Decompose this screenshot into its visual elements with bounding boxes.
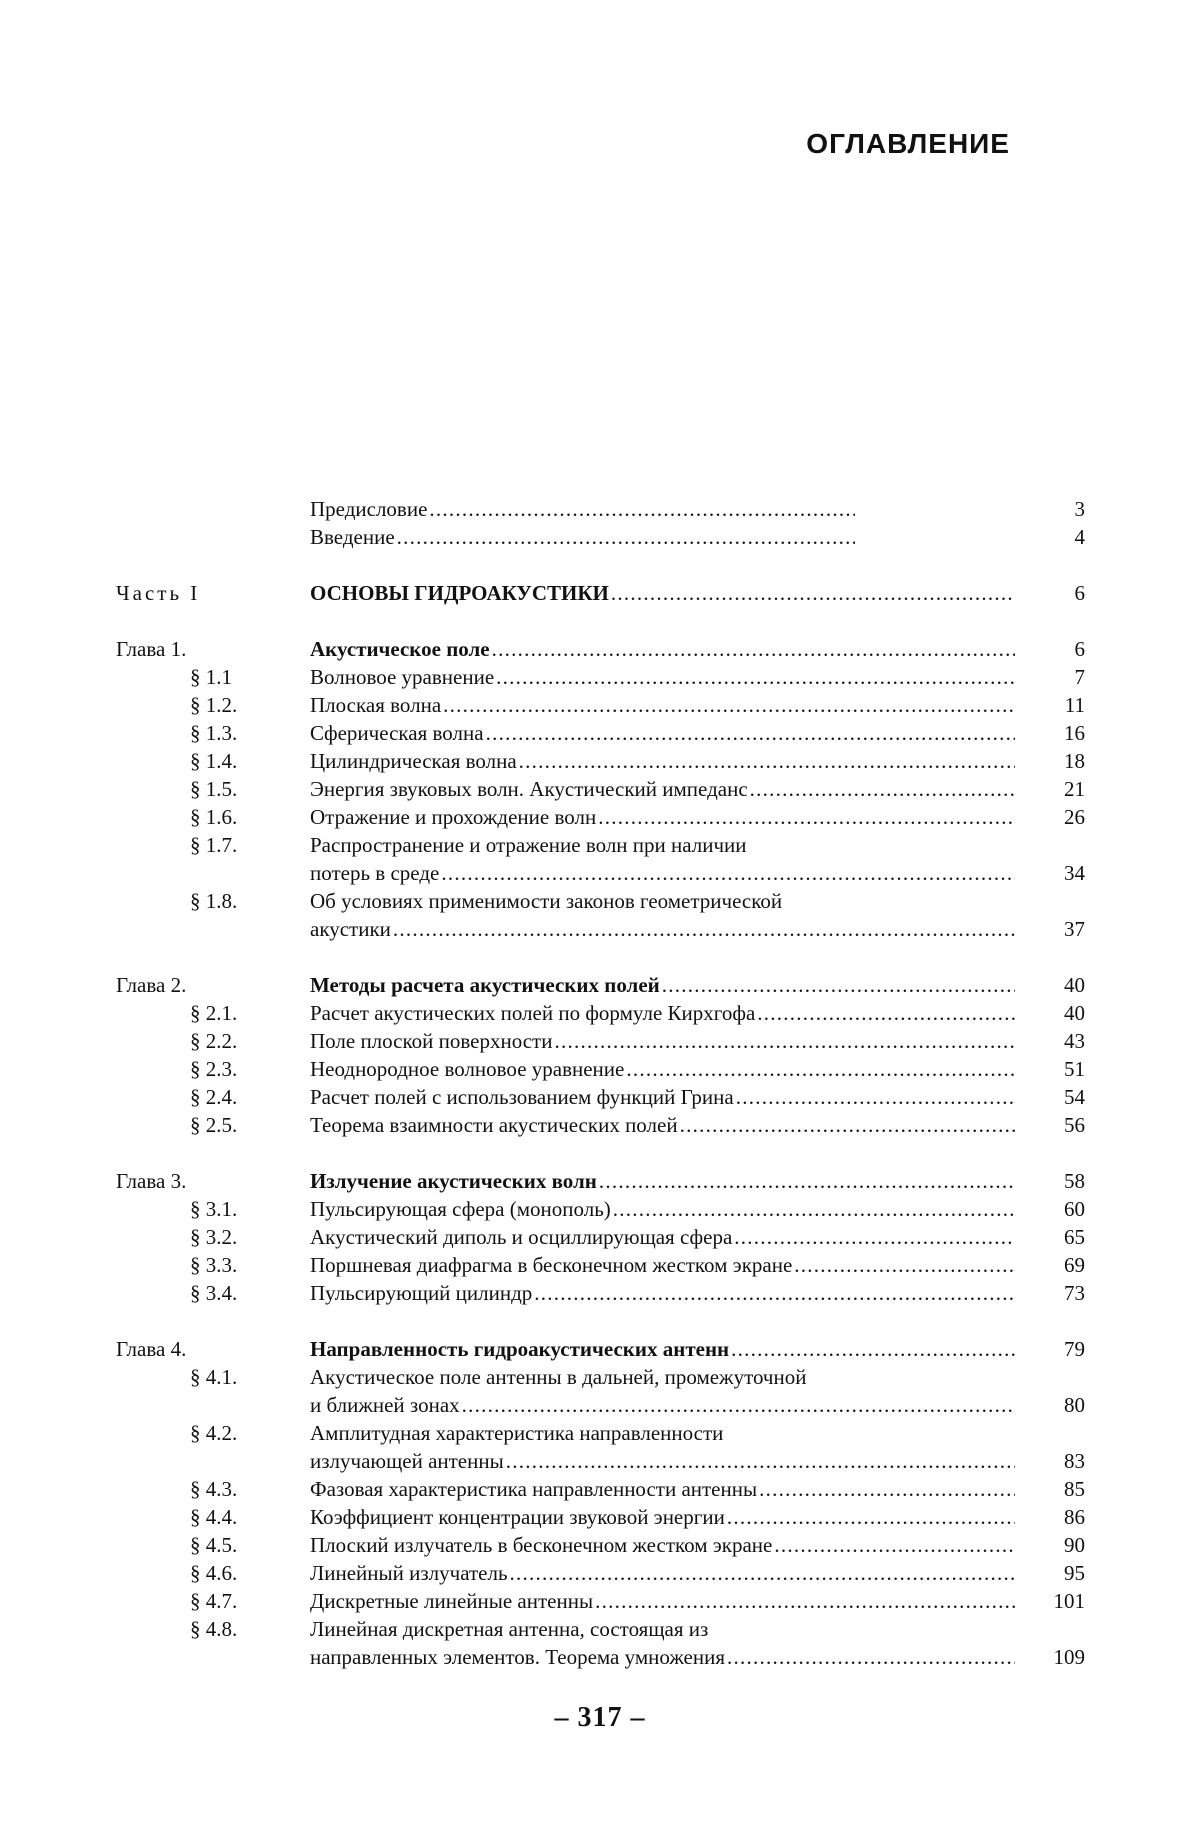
entry-title: ОСНОВЫ ГИДРОАКУСТИКИ [310, 581, 609, 605]
dot-leader [732, 1223, 1015, 1251]
toc-chapter-entry [0, 635, 1200, 663]
dot-leader [508, 1559, 1015, 1587]
section-number: § 2.1. [190, 1001, 238, 1025]
entry-title: направленных элементов. Теорема умножения [310, 1645, 726, 1669]
page-ref: 73 [1064, 1281, 1085, 1305]
toc-section-entry [0, 1587, 1200, 1615]
section-number: § 4.4. [190, 1505, 238, 1529]
dot-leader [624, 1055, 1015, 1083]
dot-leader [593, 1587, 1015, 1615]
dot-leader [660, 971, 1015, 999]
section-number: § 1.7. [190, 833, 238, 857]
entry-title: Фазовая характеристика направленности антенны [310, 1477, 758, 1501]
page-number: – 317 – [554, 1702, 646, 1733]
page-ref: 60 [1064, 1197, 1085, 1221]
toc-section-entry [0, 915, 1200, 943]
entry-title: потерь в среде [310, 861, 440, 885]
part-label: Часть I [116, 581, 201, 605]
page-ref: 21 [1064, 777, 1085, 801]
page-ref: 18 [1064, 749, 1085, 773]
section-number: § 1.4. [190, 749, 238, 773]
dot-leader [748, 775, 1015, 803]
toc-section-entry [0, 1251, 1200, 1279]
entry-title: Линейная дискретная антенна, состоящая из [310, 1617, 709, 1641]
page-ref: 37 [1064, 917, 1085, 941]
toc-section-entry [0, 1447, 1200, 1475]
dot-leader [792, 1251, 1015, 1279]
section-number: § 2.5. [190, 1113, 238, 1137]
toc-section-entry [0, 747, 1200, 775]
toc-section-entry [0, 1027, 1200, 1055]
toc-section-entry [0, 775, 1200, 803]
section-number: § 4.6. [190, 1561, 238, 1585]
entry-title: Сферическая волна [310, 721, 484, 745]
page-ref: 95 [1064, 1561, 1085, 1585]
section-number: § 2.2. [190, 1029, 238, 1053]
page-ref: 69 [1064, 1253, 1085, 1277]
page-ref: 58 [1064, 1169, 1085, 1193]
dot-leader [439, 859, 1015, 887]
page-ref: 4 [1074, 525, 1085, 549]
dot-leader [391, 915, 1015, 943]
dot-leader [597, 1167, 1015, 1195]
toc-section-entry [0, 1615, 1200, 1643]
page-ref: 40 [1064, 1001, 1085, 1025]
page-ref: 56 [1064, 1113, 1085, 1137]
dot-leader [490, 635, 1015, 663]
toc-section-entry [0, 719, 1200, 747]
entry-title: Предисловие [310, 497, 428, 521]
entry-title: Акустический диполь и осциллирующая сфера [310, 1225, 733, 1249]
page-ref: 16 [1064, 721, 1085, 745]
dot-leader [596, 803, 1015, 831]
section-number: § 1.5. [190, 777, 238, 801]
chapter-label: Глава 1. [116, 637, 187, 661]
toc-front-entry [0, 495, 1200, 523]
entry-title: Пульсирующая сфера (монополь) [310, 1197, 611, 1221]
page-ref: 3 [1074, 497, 1085, 521]
dot-leader [725, 1503, 1015, 1531]
chapter-label: Глава 4. [116, 1337, 187, 1361]
toc-section-entry [0, 1195, 1200, 1223]
toc-section-entry [0, 803, 1200, 831]
entry-title: Волновое уравнение [310, 665, 495, 689]
page-ref: 86 [1064, 1505, 1085, 1529]
section-number: § 1.1 [190, 665, 232, 689]
toc-section-entry [0, 1111, 1200, 1139]
entry-title: Расчет акустических полей по формуле Кирхгофа [310, 1001, 756, 1025]
toc-section-entry [0, 1531, 1200, 1559]
entry-title: Плоский излучатель в бесконечном жестком экране [310, 1533, 773, 1557]
entry-title: Об условиях применимости законов геометрической [310, 889, 783, 913]
section-number: § 1.6. [190, 805, 238, 829]
toc-chapter-entry [0, 971, 1200, 999]
entry-title: Направленность гидроакустических антенн [310, 1337, 730, 1361]
page-ref: 7 [1074, 665, 1085, 689]
dot-leader [755, 999, 1015, 1027]
entry-title: Линейный излучатель [310, 1561, 508, 1585]
toc-section-entry [0, 691, 1200, 719]
entry-title: Коэффициент концентрации звуковой энергии [310, 1505, 725, 1529]
section-number: § 4.2. [190, 1421, 238, 1445]
page-ref: 80 [1064, 1393, 1085, 1417]
toc-section-entry [0, 1223, 1200, 1251]
section-number: § 1.2. [190, 693, 238, 717]
toc-section-entry [0, 859, 1200, 887]
entry-title: Теорема взаимности акустических полей [310, 1113, 678, 1137]
entry-title: Распространение и отражение волн при наличии [310, 833, 747, 857]
page-ref: 26 [1064, 805, 1085, 829]
dot-leader [757, 1475, 1015, 1503]
section-number: § 2.4. [190, 1085, 238, 1109]
toc-section-entry [0, 1475, 1200, 1503]
entry-title: Поршневая диафрагма в бесконечном жестком экране [310, 1253, 793, 1277]
section-number: § 4.7. [190, 1589, 238, 1613]
section-number: § 4.3. [190, 1477, 238, 1501]
dot-leader [678, 1111, 1015, 1139]
toc-section-entry [0, 1643, 1200, 1671]
page-ref: 109 [1053, 1645, 1085, 1669]
toc-section-entry [0, 1503, 1200, 1531]
toc-section-entry [0, 1279, 1200, 1307]
toc-chapter-entry [0, 1167, 1200, 1195]
toc-section-entry [0, 1419, 1200, 1447]
entry-title: Излучение акустических волн [310, 1169, 597, 1193]
entry-title: Введение [310, 525, 395, 549]
dot-leader [734, 1083, 1015, 1111]
dot-leader [772, 1531, 1015, 1559]
section-number: § 4.1. [190, 1365, 238, 1389]
page-ref: 83 [1064, 1449, 1085, 1473]
entry-title: Дискретные линейные антенны [310, 1589, 594, 1613]
entry-title: Неоднородное волновое уравнение [310, 1057, 625, 1081]
entry-title: Акустическое поле антенны в дальней, промежуточной [310, 1365, 807, 1389]
dot-leader [494, 663, 1015, 691]
section-number: § 1.8. [190, 889, 238, 913]
toc-section-entry [0, 887, 1200, 915]
page-ref: 51 [1064, 1057, 1085, 1081]
page-ref: 11 [1064, 693, 1085, 717]
page-ref: 6 [1074, 581, 1085, 605]
section-number: § 3.2. [190, 1225, 238, 1249]
entry-title: Цилиндрическая волна [310, 749, 517, 773]
section-number: § 3.4. [190, 1281, 238, 1305]
dot-leader [729, 1335, 1015, 1363]
section-number: § 2.3. [190, 1057, 238, 1081]
toc-chapter-entry [0, 1335, 1200, 1363]
toc-section-entry [0, 1363, 1200, 1391]
page-ref: 54 [1064, 1085, 1085, 1109]
page-ref: 65 [1064, 1225, 1085, 1249]
dot-leader [532, 1279, 1015, 1307]
toc-section-entry [0, 1055, 1200, 1083]
dot-leader [427, 495, 855, 523]
toc-section-entry [0, 999, 1200, 1027]
section-number: § 1.3. [190, 721, 238, 745]
dot-leader [441, 691, 1015, 719]
section-number: § 3.1. [190, 1197, 238, 1221]
dot-leader [460, 1391, 1015, 1419]
entry-title: Методы расчета акустических полей [310, 973, 660, 997]
entry-title: Плоская волна [310, 693, 442, 717]
entry-title: Амплитудная характеристика направленности [310, 1421, 724, 1445]
entry-title: Расчет полей с использованием функций Грина [310, 1085, 734, 1109]
entry-title: и ближней зонах [310, 1393, 460, 1417]
toc-section-entry [0, 1391, 1200, 1419]
page-ref: 101 [1053, 1589, 1085, 1613]
page-ref: 43 [1064, 1029, 1085, 1053]
dot-leader [484, 719, 1015, 747]
table-of-contents [0, 495, 1200, 1671]
entry-title: Пульсирующий цилиндр [310, 1281, 533, 1305]
page-ref: 34 [1064, 861, 1085, 885]
page-ref: 85 [1064, 1477, 1085, 1501]
dot-leader [552, 1027, 1015, 1055]
dot-leader [725, 1643, 1015, 1671]
dot-leader [395, 523, 855, 551]
entry-title: акустики [310, 917, 391, 941]
toc-section-entry [0, 663, 1200, 691]
dot-leader [504, 1447, 1015, 1475]
entry-title: Поле плоской поверхности [310, 1029, 553, 1053]
page-ref: 90 [1064, 1533, 1085, 1557]
section-number: § 4.5. [190, 1533, 238, 1557]
toc-section-entry [0, 1083, 1200, 1111]
entry-title: излучающей антенны [310, 1449, 504, 1473]
entry-title: Акустическое поле [310, 637, 490, 661]
toc-section-entry [0, 831, 1200, 859]
chapter-label: Глава 3. [116, 1169, 187, 1193]
page-ref: 40 [1064, 973, 1085, 997]
toc-part-entry [0, 579, 1200, 607]
page-title: ОГЛАВЛЕНИЕ [806, 128, 1010, 159]
toc-front-entry [0, 523, 1200, 551]
dot-leader [517, 747, 1015, 775]
entry-title: Отражение и прохождение волн [310, 805, 597, 829]
page-ref: 79 [1064, 1337, 1085, 1361]
section-number: § 3.3. [190, 1253, 238, 1277]
page-ref: 6 [1074, 637, 1085, 661]
dot-leader [609, 579, 1015, 607]
chapter-label: Глава 2. [116, 973, 187, 997]
toc-section-entry [0, 1559, 1200, 1587]
entry-title: Энергия звуковых волн. Акустический импеданс [310, 777, 748, 801]
section-number: § 4.8. [190, 1617, 238, 1641]
dot-leader [611, 1195, 1015, 1223]
